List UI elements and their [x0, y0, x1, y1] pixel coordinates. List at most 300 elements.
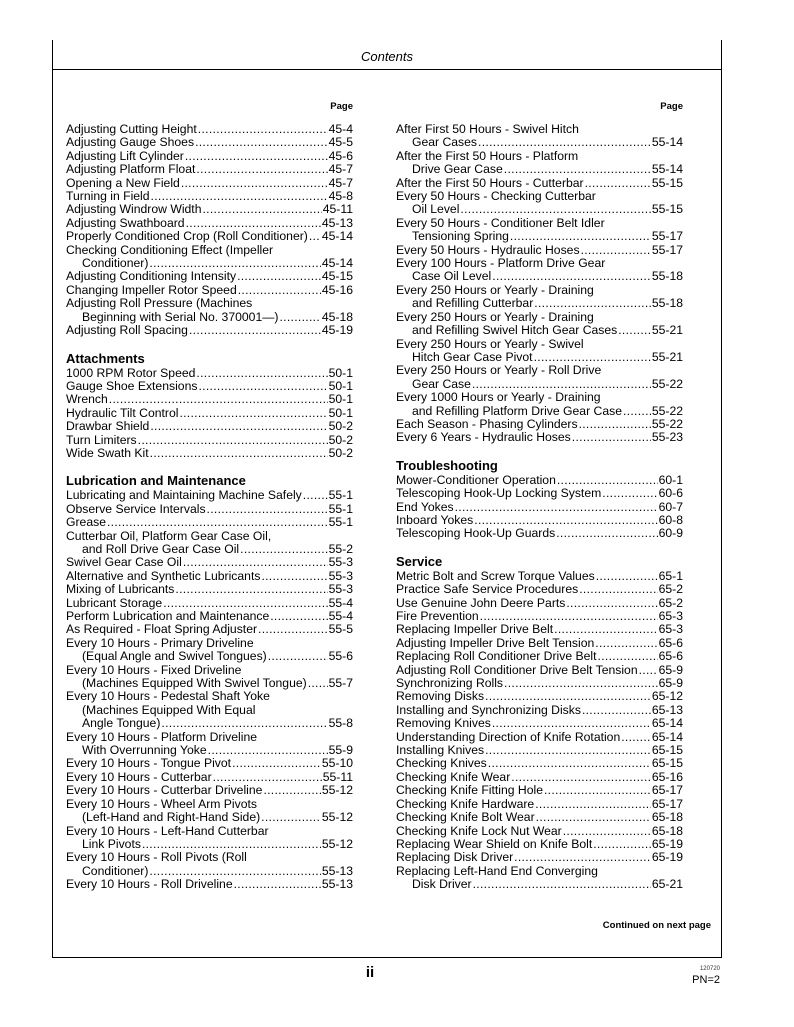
dot-leader [488, 757, 651, 770]
toc-entry-page: 45-16 [321, 282, 353, 297]
toc-entry-page: 45-8 [328, 189, 353, 204]
pn-label: PN=2 [692, 974, 720, 986]
toc-entry[interactable] [66, 230, 353, 243]
toc-entry[interactable] [396, 364, 683, 391]
toc-entry-text: and Refilling Swivel Hitch Gear Cases [412, 323, 618, 338]
toc-entry-page: 45-11 [322, 202, 353, 217]
toc-entry-text: Disk Driver [412, 877, 472, 892]
dot-leader [268, 650, 328, 663]
toc-entry[interactable] [396, 623, 683, 636]
toc-entry-text: Conditioner) [82, 863, 149, 878]
dot-leader [602, 487, 657, 500]
toc-entry-text: Practice Safe Service Procedures [396, 582, 579, 597]
toc-entry[interactable] [396, 825, 683, 838]
toc-entry-text: Wide Swath Kit [66, 445, 149, 460]
toc-entry[interactable] [66, 217, 353, 230]
toc-entry[interactable] [396, 597, 683, 610]
toc-entry[interactable] [396, 257, 683, 284]
toc-entry-page: 60-8 [658, 512, 683, 527]
dot-leader [504, 163, 651, 176]
toc-entry[interactable] [396, 217, 683, 244]
toc-entry[interactable] [396, 244, 683, 257]
toc-entry-text: 1000 RPM Rotor Speed [66, 365, 196, 380]
toc-entry-text: Case Oil Level [412, 269, 492, 284]
dot-leader [151, 190, 328, 203]
toc-entry-page: 55-13 [321, 863, 353, 878]
dot-leader [556, 527, 657, 540]
toc-entry-text: Every 10 Hours - Platform Driveline [66, 729, 257, 744]
toc-entry[interactable] [66, 798, 353, 825]
toc-entry-page: 55-18 [651, 296, 683, 311]
dot-leader [492, 717, 651, 730]
section-title: Attachments [66, 350, 145, 366]
toc-entry-page: 55-12 [321, 783, 353, 798]
toc-entry-page: 65-17 [651, 796, 683, 811]
toc-entry-page: 55-1 [328, 488, 353, 503]
toc-entry[interactable] [66, 367, 353, 380]
toc-entry-text: Every 10 Hours - Roll Pivots (Roll [66, 850, 247, 865]
dot-leader [585, 177, 651, 190]
toc-entry-page: 50-1 [328, 392, 353, 407]
dot-leader [639, 664, 658, 677]
toc-entry[interactable] [396, 757, 683, 770]
toc-entry-page: 65-21 [651, 877, 683, 892]
toc-entry-text: Adjusting Swathboard [66, 215, 185, 230]
dot-leader [186, 217, 321, 230]
dot-leader [598, 650, 658, 663]
page-number: ii [365, 964, 375, 981]
dot-leader [596, 570, 658, 583]
toc-entry[interactable] [66, 623, 353, 636]
dot-leader [473, 878, 651, 891]
toc-entry[interactable] [396, 838, 683, 851]
toc-entry-text: Adjusting Roll Conditioner Drive Belt Tension [396, 662, 638, 677]
dot-leader [138, 434, 328, 447]
toc-entry-text: Checking Knife Wear [396, 769, 511, 784]
toc-entry[interactable] [66, 163, 353, 176]
toc-entry-page: 55-3 [328, 582, 353, 597]
toc-entry[interactable] [396, 123, 683, 150]
toc-entry-text: Telescoping Hook-Up Guards [396, 526, 556, 541]
toc-entry[interactable] [66, 664, 353, 691]
toc-entry[interactable] [66, 530, 353, 557]
toc-entry[interactable] [396, 177, 683, 190]
toc-entry-page: 55-17 [651, 229, 683, 244]
toc-entry-text: (Machines Equipped With Swivel Tongue) [82, 676, 307, 691]
toc-entry[interactable] [396, 798, 683, 811]
page-column-label: Page [330, 101, 353, 112]
toc-entry-page: 65-1 [658, 568, 683, 583]
toc-entry-text: Perform Lubrication and Maintenance [66, 609, 270, 623]
dot-leader [150, 420, 327, 433]
dot-leader [514, 851, 651, 864]
toc-entry-text: Installing and Synchronizing Disks [396, 702, 581, 717]
dot-leader [279, 311, 320, 324]
toc-entry-text: Removing Disks [396, 689, 485, 704]
toc-entry-page: 65-17 [651, 783, 683, 798]
toc-entry[interactable] [396, 677, 683, 690]
toc-entry[interactable] [66, 610, 353, 623]
toc-entry-text: Alternative and Synthetic Lubricants [66, 568, 261, 583]
toc-entry[interactable] [396, 731, 683, 744]
toc-entry[interactable] [66, 407, 353, 420]
dot-leader [579, 418, 651, 431]
dot-leader [179, 407, 327, 420]
toc-entry-text: Checking Knife Hardware [396, 796, 535, 811]
toc-entry-text: Every 10 Hours - Roll Driveline [66, 877, 233, 892]
toc-entry-page: 55-7 [328, 676, 353, 691]
toc-left-column [66, 100, 353, 892]
toc-entry[interactable] [396, 487, 683, 500]
toc-entry[interactable] [396, 474, 683, 487]
toc-entry[interactable] [66, 284, 353, 297]
toc-entry-page: 55-1 [328, 501, 353, 516]
dot-leader [557, 474, 658, 487]
toc-entry-text: Hydraulic Tilt Control [66, 405, 179, 420]
section-title: Service [396, 553, 443, 569]
toc-entry[interactable] [66, 297, 353, 324]
toc-entry-text: Every 250 Hours or Yearly - Roll Drive [396, 363, 602, 378]
toc-entry-text: Drive Gear Case [412, 162, 503, 177]
toc-entry-text: Replacing Wear Shield on Knife Bolt [396, 836, 593, 851]
toc-entry-page: 55-21 [651, 323, 683, 338]
toc-entry[interactable] [66, 324, 353, 337]
dot-leader [238, 284, 321, 297]
toc-entry-page: 50-1 [328, 405, 353, 420]
toc-entry[interactable] [396, 704, 683, 717]
toc-entry[interactable] [396, 284, 683, 311]
toc-entry-text: Observe Service Intervals [66, 501, 206, 516]
toc-entry-page: 55-14 [651, 135, 683, 150]
toc-entry-text: Properly Conditioned Crop (Roll Conditioner) [66, 229, 308, 244]
toc-entry[interactable] [66, 244, 353, 271]
dot-leader [504, 677, 658, 690]
toc-entry[interactable] [66, 825, 353, 852]
toc-entry-text: Lubricant Storage [66, 595, 163, 610]
toc-entry[interactable] [396, 583, 683, 596]
toc-entry-text: Angle Tongue) [82, 716, 161, 731]
toc-entry-page: 55-8 [328, 716, 353, 731]
toc-entry-page: 60-9 [658, 526, 683, 541]
toc-entry-text: With Overrunning Yoke [82, 743, 207, 758]
toc-entry[interactable] [396, 431, 683, 444]
toc-entry[interactable] [66, 503, 353, 516]
toc-entry-text: Every 10 Hours - Cutterbar Driveline [66, 783, 263, 798]
toc-entry[interactable] [66, 380, 353, 393]
dot-leader [142, 838, 321, 851]
toc-entry[interactable] [66, 757, 353, 770]
toc-entry-text: Understanding Direction of Knife Rotation [396, 729, 621, 744]
toc-entry-text: Checking Knife Fitting Hole [396, 783, 543, 798]
toc-entry[interactable] [396, 190, 683, 217]
toc-entry-page: 65-6 [658, 635, 683, 650]
dot-leader [554, 623, 657, 636]
toc-entry[interactable] [396, 311, 683, 338]
toc-entry-page: 65-18 [651, 823, 683, 838]
toc-entry-page: 55-14 [651, 162, 683, 177]
toc-entry[interactable] [66, 784, 353, 797]
toc-entry-page: 55-18 [651, 269, 683, 284]
dot-leader [258, 623, 328, 636]
toc-entry-page: 55-12 [321, 836, 353, 851]
dot-leader [544, 784, 651, 797]
toc-entry-text: Beginning with Serial No. 370001—) [82, 309, 279, 324]
toc-entry-text: After the First 50 Hours - Platform [396, 148, 579, 163]
toc-entry-page: 65-2 [658, 582, 683, 597]
toc-entry-page: 50-2 [328, 432, 353, 447]
toc-entry[interactable] [66, 851, 353, 878]
toc-entry-page: 45-6 [328, 148, 353, 163]
toc-entry[interactable] [66, 637, 353, 664]
toc-entry-text: Hitch Gear Case Pivot [412, 349, 533, 364]
toc-entry-page: 65-12 [651, 689, 683, 704]
dot-leader [595, 637, 657, 650]
toc-entry-text: Changing Impeller Rotor Speed [66, 282, 237, 297]
toc-entry[interactable] [66, 420, 353, 433]
toc-entry[interactable] [66, 516, 353, 529]
page-header-title: Contents [360, 49, 414, 64]
toc-entry[interactable] [66, 690, 353, 730]
dot-leader [618, 324, 651, 337]
toc-entry-text: Every 250 Hours or Yearly - Swivel [396, 336, 584, 351]
toc-entry[interactable] [66, 123, 353, 136]
toc-entry-page: 55-2 [328, 541, 353, 556]
toc-entry[interactable] [66, 731, 353, 758]
toc-entry-text: Link Pivots [82, 836, 141, 851]
dot-leader [198, 380, 327, 393]
dot-leader [261, 570, 327, 583]
dot-leader [455, 501, 658, 514]
dot-leader [196, 163, 327, 176]
toc-entry[interactable] [66, 203, 353, 216]
toc-entry-text: Wrench [66, 392, 108, 407]
toc-entry[interactable] [66, 489, 353, 502]
toc-entry-text: Every 250 Hours or Yearly - Draining [396, 282, 594, 297]
toc-entry-text: Replacing Roll Conditioner Drive Belt [396, 649, 597, 664]
toc-entry-text: Turning in Field [66, 189, 150, 204]
toc-entry[interactable] [396, 851, 683, 864]
toc-entry-text: Every 10 Hours - Fixed Driveline [66, 662, 242, 677]
toc-entry[interactable] [66, 556, 353, 569]
dot-leader [485, 690, 651, 703]
toc-entry-page: 60-1 [658, 472, 683, 487]
toc-entry-page: 55-12 [321, 810, 353, 825]
toc-entry[interactable] [396, 784, 683, 797]
dot-leader [535, 798, 651, 811]
dot-leader [107, 516, 328, 529]
dot-leader [485, 744, 651, 757]
toc-entry-page: 45-5 [328, 135, 353, 150]
toc-entry-page: 65-9 [658, 662, 683, 677]
toc-entry[interactable] [66, 583, 353, 596]
toc-entry-text: Tensioning Spring [412, 229, 509, 244]
dot-leader [109, 393, 328, 406]
toc-entry-page: 55-4 [328, 595, 353, 610]
toc-entry-page: 55-5 [328, 622, 353, 637]
toc-entry-text: and Roll Drive Gear Case Oil [82, 541, 240, 556]
toc-entry-page: 60-7 [658, 499, 683, 514]
toc-entry-text: Cutterbar Oil, Platform Gear Case Oil, [66, 528, 272, 543]
toc-entry-text: Every 10 Hours - Primary Driveline [66, 635, 254, 650]
toc-entry-page: 50-1 [328, 365, 353, 380]
toc-entry-page: 55-11 [322, 769, 353, 784]
toc-entry[interactable] [396, 717, 683, 730]
toc-entry[interactable] [396, 501, 683, 514]
toc-entry[interactable] [396, 650, 683, 663]
dot-leader [566, 597, 657, 610]
toc-entry-text: Every 10 Hours - Tongue Pivot [66, 756, 232, 771]
toc-entry-text: Adjusting Windrow Width [66, 202, 202, 217]
dot-leader [474, 514, 657, 527]
toc-entry-text: Use Genuine John Deere Parts [396, 595, 566, 610]
dot-leader [582, 704, 651, 717]
toc-entry-text: Telescoping Hook-Up Locking System [396, 486, 602, 501]
toc-entry[interactable] [396, 637, 683, 650]
toc-entry[interactable] [66, 771, 353, 784]
dot-leader [579, 583, 657, 596]
toc-entry-text: Adjusting Cutting Height [66, 122, 197, 136]
toc-entry[interactable] [396, 811, 683, 824]
dot-leader [198, 123, 328, 136]
toc-entry-text: Each Season - Phasing Cylinders [396, 416, 578, 431]
toc-entry-page: 55-22 [651, 416, 683, 431]
dot-leader [185, 150, 328, 163]
dot-leader [534, 297, 651, 310]
dot-leader [207, 503, 328, 516]
toc-entry[interactable] [396, 865, 683, 892]
toc-entry[interactable] [396, 664, 683, 677]
toc-entry-text: Removing Knives [396, 716, 491, 731]
toc-entry-text: Inboard Yokes [396, 512, 474, 527]
dot-leader [270, 610, 327, 623]
toc-entry-page: 55-4 [328, 609, 353, 623]
dot-leader [175, 583, 327, 596]
toc-entry[interactable] [66, 270, 353, 283]
toc-entry[interactable] [396, 391, 683, 418]
toc-entry-text: Replacing Disk Driver [396, 850, 514, 865]
toc-entry-page: 55-1 [328, 515, 353, 530]
dot-leader [189, 324, 321, 337]
toc-entry[interactable] [66, 393, 353, 406]
section-title: Lubrication and Maintenance [66, 473, 246, 489]
toc-entry[interactable] [66, 878, 353, 891]
toc-entry[interactable] [396, 338, 683, 365]
toc-entry[interactable] [396, 527, 683, 540]
toc-entry[interactable] [66, 190, 353, 203]
dot-leader [480, 610, 658, 623]
toc-entry-text: Adjusting Roll Spacing [66, 323, 188, 338]
toc-entry-page: 45-14 [321, 229, 353, 244]
toc-entry-text: Every 10 Hours - Cutterbar [66, 769, 212, 784]
toc-entry[interactable] [66, 597, 353, 610]
toc-entry-text: After First 50 Hours - Swivel Hitch [396, 122, 579, 136]
page-column-label: Page [660, 101, 683, 112]
dot-leader [511, 771, 651, 784]
toc-entry-text: Conditioner) [82, 256, 149, 271]
dot-leader [563, 825, 651, 838]
toc-entry-page: 65-18 [651, 810, 683, 825]
toc-entry-text: Every 10 Hours - Pedestal Shaft Yoke [66, 689, 270, 704]
toc-entry-text: Gear Case [412, 376, 471, 391]
dot-leader [213, 771, 322, 784]
toc-entry[interactable] [396, 744, 683, 757]
toc-entry-text: Oil Level [412, 202, 460, 217]
toc-entry-page: 45-7 [328, 175, 353, 190]
toc-entry-text: Checking Knives [396, 756, 487, 771]
toc-entry[interactable] [396, 570, 683, 583]
toc-entry-page: 65-16 [651, 769, 683, 784]
toc-entry-text: Drawbar Shield [66, 419, 150, 434]
toc-entry-text: Adjusting Roll Pressure (Machines [66, 296, 253, 311]
dot-leader [232, 757, 321, 770]
toc-entry[interactable] [66, 136, 353, 149]
toc-entry-page: 65-15 [651, 743, 683, 758]
toc-entry-page: 65-19 [651, 836, 683, 851]
toc-entry-text: Adjusting Platform Float [66, 162, 196, 177]
toc-entry-text: Adjusting Impeller Drive Belt Tension [396, 635, 595, 650]
toc-entry[interactable] [66, 177, 353, 190]
toc-entry-page: 55-3 [328, 568, 353, 583]
toc-entry[interactable] [396, 690, 683, 703]
toc-entry[interactable] [396, 150, 683, 177]
dot-leader [492, 270, 651, 283]
toc-entry-page: 55-22 [651, 376, 683, 391]
toc-entry-page: 55-10 [321, 756, 353, 771]
toc-entry-page: 60-6 [658, 486, 683, 501]
toc-entry-page: 55-6 [328, 649, 353, 664]
dot-leader [536, 811, 651, 824]
dot-leader [161, 717, 327, 730]
toc-entry-text: Every 50 Hours - Hydraulic Hoses [396, 242, 580, 257]
toc-entry-page: 55-22 [651, 403, 683, 418]
toc-entry-page: 65-14 [651, 716, 683, 731]
toc-entry[interactable] [396, 418, 683, 431]
toc-entry-text: Checking Conditioning Effect (Impeller [66, 242, 274, 257]
toc-entry-page: 45-13 [321, 215, 353, 230]
toc-entry-page: 45-4 [328, 122, 353, 136]
document-code: 120720 [699, 966, 720, 972]
toc-entry-text: Every 100 Hours - Platform Drive Gear [396, 256, 606, 271]
dot-leader [510, 230, 651, 243]
toc-entry-text: Every 1000 Hours or Yearly - Draining [396, 390, 601, 405]
toc-entry-page: 65-13 [651, 702, 683, 717]
toc-entry-page: 45-14 [321, 256, 353, 271]
toc-entry[interactable] [396, 514, 683, 527]
toc-entry[interactable] [66, 150, 353, 163]
toc-entry-page: 65-14 [651, 729, 683, 744]
dot-leader [195, 136, 328, 149]
toc-entry[interactable] [396, 610, 683, 623]
dot-leader [240, 543, 327, 556]
toc-entry-text: Replacing Impeller Drive Belt [396, 622, 554, 637]
toc-entry-text: Checking Knife Lock Nut Wear [396, 823, 562, 838]
toc-entry[interactable] [66, 570, 353, 583]
toc-entry-text: Adjusting Gauge Shoes [66, 135, 195, 150]
toc-entry-page: 65-3 [658, 609, 683, 623]
toc-entry-text: Every 50 Hours - Checking Cutterbar [396, 189, 596, 204]
toc-entry-page: 45-18 [321, 309, 353, 324]
toc-entry[interactable] [66, 434, 353, 447]
toc-entry-text: End Yokes [396, 499, 454, 514]
dot-leader [472, 378, 651, 391]
toc-entry[interactable] [66, 447, 353, 460]
toc-entry-page: 55-13 [321, 877, 353, 892]
dot-leader [308, 677, 328, 690]
toc-entry-text: Mixing of Lubricants [66, 582, 175, 597]
toc-entry-text: Gear Cases [412, 135, 478, 150]
toc-entry[interactable] [396, 771, 683, 784]
toc-entry-text: Fire Prevention [396, 609, 479, 623]
